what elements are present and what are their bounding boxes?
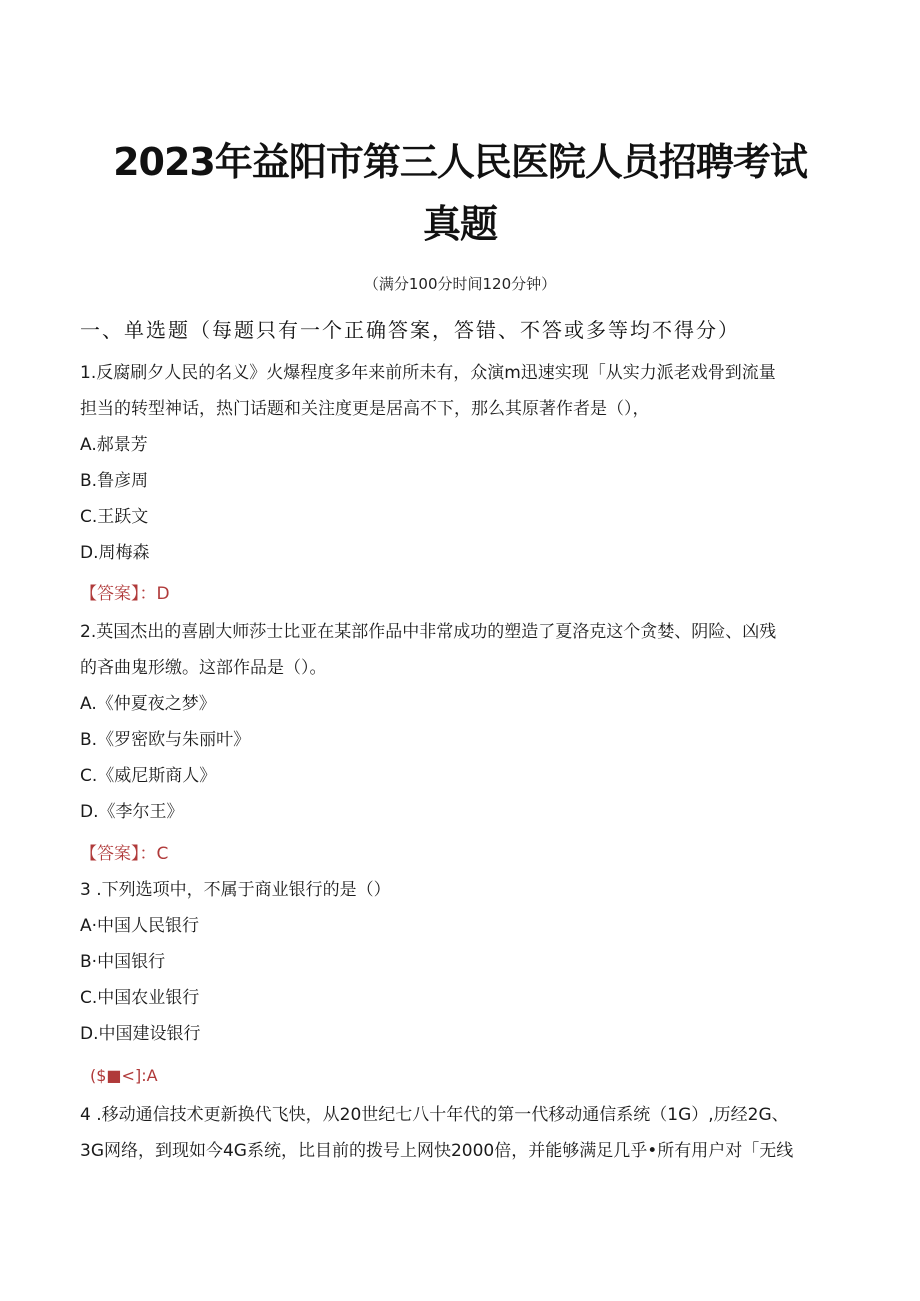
question-1-stem-line1: 1.反腐刷夕人民的名义》火爆程度多年来前所未有，众演m迅速实现「从实力派老戏骨到流量 — [80, 363, 776, 383]
question-3-answer: ($■<]:A — [90, 1066, 158, 1085]
question-3-option-d: D.中国建设银行 — [80, 1024, 201, 1044]
section-heading-single-choice: 一、单选题（每题只有一个正确答案，答错、不答或多等均不得分） — [80, 318, 740, 342]
question-1-stem-line2: 担当的转型神话，热门话题和关注度更是居高不下，那么其原著作者是（）， — [80, 399, 650, 419]
question-4-stem-line1: 4 .移动通信技术更新换代飞快，从20世纪七八十年代的第一代移动通信系统（1G）,历经2G、 — [80, 1105, 789, 1125]
question-2-option-a: A.《仲夏夜之梦》 — [80, 694, 216, 714]
question-1-option-a: A.郝景芳 — [80, 435, 148, 455]
question-1-option-c: C.王跃文 — [80, 507, 149, 527]
question-4-stem-line2: 3G网络，到现如今4G系统，比目前的拨号上网快2000倍，并能够满足几乎•所有用户对「无线 — [80, 1141, 794, 1161]
exam-duration-note: （满分100分时间120分钟） — [363, 275, 557, 293]
question-2-stem-line2: 的吝曲鬼形缴。这部作品是（）。 — [80, 658, 327, 678]
question-2-option-d: D.《李尔王》 — [80, 802, 184, 822]
question-1-option-d: D.周梅森 — [80, 543, 150, 563]
question-2-stem-line1: 2.英国杰出的喜剧大师莎士比亚在某部作品中非常成功的塑造了夏洛克这个贪婪、阴险、凶残 — [80, 622, 777, 642]
question-2-answer: 【答案】：C — [80, 844, 169, 864]
question-3-option-a: A·中国人民银行 — [80, 916, 200, 936]
question-2-option-c: C.《威尼斯商人》 — [80, 766, 217, 786]
question-1-answer: 【答案】：D — [80, 584, 170, 604]
question-3-option-b: B·中国银行 — [80, 952, 166, 972]
page-title-line1: 2023年益阳市第三人民医院人员招聘考试 — [113, 140, 807, 184]
question-3-option-c: C.中国农业银行 — [80, 988, 200, 1008]
question-2-option-b: B.《罗密欧与朱丽叶》 — [80, 730, 251, 750]
question-1-option-b: B.鲁彦周 — [80, 471, 149, 491]
page-title-line2: 真题 — [422, 202, 497, 246]
question-3-stem: 3 .下列选项中，不属于商业银行的是（） — [80, 880, 391, 900]
